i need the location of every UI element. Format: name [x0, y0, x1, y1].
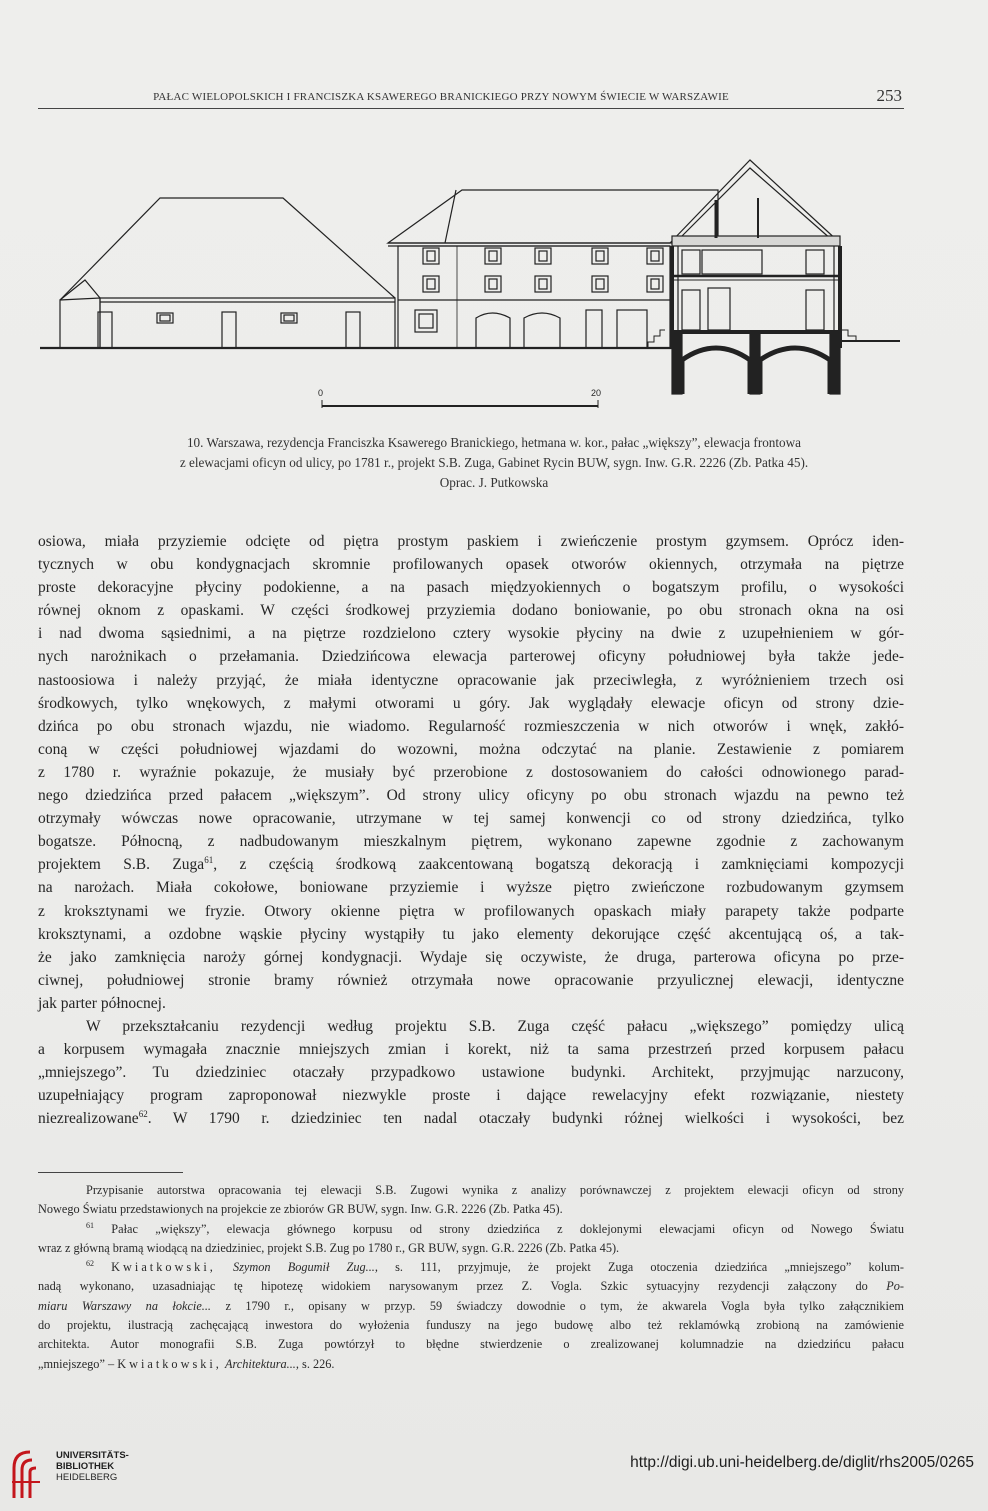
footnote-number: 62: [86, 1259, 94, 1269]
text-line: jak parter północnej.: [38, 994, 166, 1012]
text-line: nych narożnikach o przełamania. Dziedzińcowa elewacja parterowej oficyny południowej była także jede-: [38, 648, 904, 666]
text-line: i nad dwoma sąsiednimi, a na piętrze rozdzielono cztery wysokie płyciny na dwie z uzupełnieniem w gór-: [38, 625, 904, 643]
caption-line: z elewacjami oficyn od ulicy, po 1781 r., projekt S.B. Zuga, Gabinet Rycin BUW, sygn. Inw. G.R. 2226 (Zb. Patka 45).: [179, 455, 809, 470]
figure-caption: [40, 433, 948, 493]
author-name: Kwiatkowski,: [117, 1356, 222, 1371]
text-segment: niezrealizowane: [38, 1110, 139, 1128]
text-line: [38, 1107, 904, 1130]
text-line: ciwnej, południowej stronie bramy również otrzymała nowe opracowanie przyulicznej elewacji, identyczne: [38, 971, 904, 989]
body-text: [38, 530, 904, 1130]
page-number: 253: [876, 86, 902, 105]
elevation-drawing: [0, 150, 988, 420]
permalink[interactable]: http://digi.ub.uni-heidelberg.de/diglit/rhs2005/0265: [630, 1454, 974, 1471]
upper-windows: [423, 248, 663, 292]
scale-bar: [322, 400, 598, 408]
text-line: środkowych, tylko wnękowych, z małymi otworami u góry. Jak wyglądały elewacje oficyn od strony dzie-: [38, 694, 904, 712]
text-line: coną w części południowej wjazdami do wozowni, można odczytać na planie. Zestawienie z pomiarem: [38, 740, 904, 758]
text-line: kroksztynami, a ozdobne wąskie płyciny wystąpiły tu jako elementy dekorujące część akcentującą oś, a tak-: [38, 925, 904, 943]
digitization-footer: [0, 1432, 988, 1511]
text-segment: . W 1790 r. dziedziniec ten nadal otaczały budynki różnej wielkości i wysokości, bez: [147, 1110, 904, 1128]
footnote-number: 61: [86, 1220, 94, 1230]
footnote-line: do projektu, ilustracją zachęcającą inwestora do wyłożenia funduszy na jego budowę albo też reklamówką zrobioną na zamówienie: [38, 1318, 904, 1333]
cited-title: miaru Warszawy na łokcie...: [38, 1298, 211, 1313]
text-segment: projektem S.B. Zuga: [38, 856, 205, 874]
text-line: a korpusem wymagała znacznie mniejszych zmian i korekt, niż ta sama przestrzeń przed korpusem pałacu: [38, 1041, 904, 1059]
text-line: bogatsze. Północną, z nadbudowanym mieszkalnym piętrem, wykonano zapewne zgodnie z zachowanym: [38, 833, 904, 851]
text-line: uzupełniający program zaproponował niezwykle proste i dające rewelacyjny efekt rozwiązanie, niestety: [38, 1087, 904, 1105]
library-name: [56, 1450, 129, 1483]
cited-title: Po-: [886, 1279, 904, 1294]
text-segment: , z częścią środkową zaakcentowaną bogatszą dekoracją i zamknięciami kompozycji: [213, 856, 904, 874]
caption-line: Oprac. J. Putkowska: [439, 475, 549, 490]
text-line: dzińca po obu stronach wjazdu, nie wiadomo. Regularność rozmieszczenia w nich otworów i wnęk, zakłó-: [38, 717, 904, 735]
footnote-line: [38, 1277, 904, 1296]
text-segment: s. 226.: [298, 1356, 335, 1371]
cited-title: Szymon Bogumił Zug...,: [232, 1260, 378, 1275]
text-segment: „mniejszego” –: [38, 1356, 118, 1371]
library-line: UNIVERSITÄTS-: [56, 1450, 129, 1461]
author-name: Kwiatkowski,: [111, 1260, 216, 1275]
footnote-ref[interactable]: 62: [138, 1109, 148, 1120]
running-title: PAŁAC WIELOPOLSKICH I FRANCISZKA KSAWEREGO BRANICKIEGO PRZY NOWYM ŚWIECIE W WARSZAWIE: [153, 91, 729, 103]
text-segment: s. 111, przyjmuje, że projekt Zuga otoczenia dziedzińca „mniejszego” kolum-: [377, 1260, 904, 1275]
text-line: [38, 853, 904, 876]
text-line: równej oknom z opaskami. W części środkowej przyziemia dodano boniowanie, po obu stronach okna na osi: [38, 602, 904, 620]
text-line: otrzymały wówczas nowe opracowanie, utrzymane w tej samej konwencji co od strony dziedzińca, tylko: [38, 810, 904, 828]
footnote-line: [38, 1258, 904, 1277]
footnote-line: [38, 1355, 904, 1374]
library-logo-icon: [10, 1446, 50, 1500]
footnote-line: [38, 1297, 904, 1316]
footnote-line: architekta. Autor monografii S.B. Zuga powtórzył to błędne stwierdzenie o zrealizowanej kolumnadzie na dziedzińcu pałacu: [38, 1337, 904, 1352]
text-line: nego dziedzińca przed pałacem „większym”. Od strony ulicy oficyny po obu stronach wjazdu na pewno też: [38, 787, 904, 805]
text-line: W przekształcaniu rezydencji według projektu S.B. Zuga część pałacu „większego” pomiędzy ulicą: [86, 1017, 904, 1035]
running-head: [38, 86, 904, 109]
footnote-line: Przypisanie autorstwa opracowania tej elewacji S.B. Zugowi wynika z analizy porównawczej z projektem elewacji oficyn od strony: [86, 1183, 904, 1197]
footnote-ref[interactable]: 61: [204, 855, 214, 866]
footnote-line: [38, 1220, 904, 1239]
library-line: HEIDELBERG: [56, 1472, 118, 1483]
text-line: na narożach. Miała cokołowe, boniowane przyziemie i wyższe piętro zwieńczone rozbudowanym gzymsem: [38, 879, 904, 897]
footnotes: [38, 1181, 904, 1374]
text-line: proste dekoracyjne płyciny podokienne, a na pasach międzyokiennych o bogatszym profilu, o wysokości: [38, 579, 904, 597]
footnote-line: wraz z główną bramą wiodącą na dziedziniec, projekt S.B. Zug po 1780 r., GR BUW, sygn. G.R. 2226 (Zb. Patka 45).: [38, 1240, 620, 1255]
text-line: nastoosiowa i należy przyjąć, że miała identyczne opracowanie jak przeciwległa, z wyróżnieniem trzech osi: [38, 671, 904, 689]
text-line: z kroksztynami we fryzie. Otwory okienne piętra w profilowanych opaskach miały parapety także podparte: [38, 902, 904, 920]
footnote-line: Nowego Światu przedstawionych na projekcie ze zbiorów GR BUW, sygn. Inw. G.R. 2226 (Zb. Patka 45).: [38, 1202, 563, 1217]
scale-label-start: 0: [318, 388, 324, 398]
text-line: „mniejszego”. Tu dziedziniec otaczały przypadkowo ustawione budynki. Architekt, przyjmując narzucony,: [38, 1064, 904, 1082]
text-line: tycznych w obu kondygnacjach skromnie profilowanych opasek otworów okiennych, otrzymała na piętrze: [38, 556, 904, 574]
elevation-svg: [0, 150, 988, 420]
text-line: z 1780 r. wyraźnie pokazuje, że musiały być przerobione z dostosowaniem do całości odnowionego parad-: [38, 763, 904, 781]
library-line: BIBLIOTHEK: [56, 1461, 115, 1472]
cited-title: Architektura...,: [224, 1356, 299, 1371]
text-line: osiowa, miała przyziemie odcięte od piętra prostym paskiem i zwieńczenie prostym gzymsem. Oprócz iden-: [38, 533, 904, 550]
caption-line: 10. Warszawa, rezydencja Franciszka Ksawerego Branickiego, hetmana w. kor., pałac „większy”, elewacja frontowa: [186, 435, 802, 450]
footnote-rule: [38, 1172, 183, 1173]
text-segment: Pałac „większy”, elewacja głównego korpusu od strony dziedzińca z doklejonymi elewacjami oficyn od Nowego Światu: [94, 1221, 904, 1236]
scale-label-end: 20: [591, 388, 602, 398]
text-segment: nadą wykonano, uzasadniając tę hipotezę widokiem narysowanym przez Z. Vogla. Szkic sytuacyjny rezydencji załączony do: [38, 1279, 887, 1294]
text-line: że jako zamknięcia naroży górnej kondygnacji. Wydaje się oczywiste, że druga, parterowa oficyna po prze-: [38, 948, 904, 966]
text-segment: z 1790 r., opisany w przyp. 59 świadczy dowodnie o tym, że akwarela Vogla była tylko załącznikiem: [211, 1298, 905, 1313]
